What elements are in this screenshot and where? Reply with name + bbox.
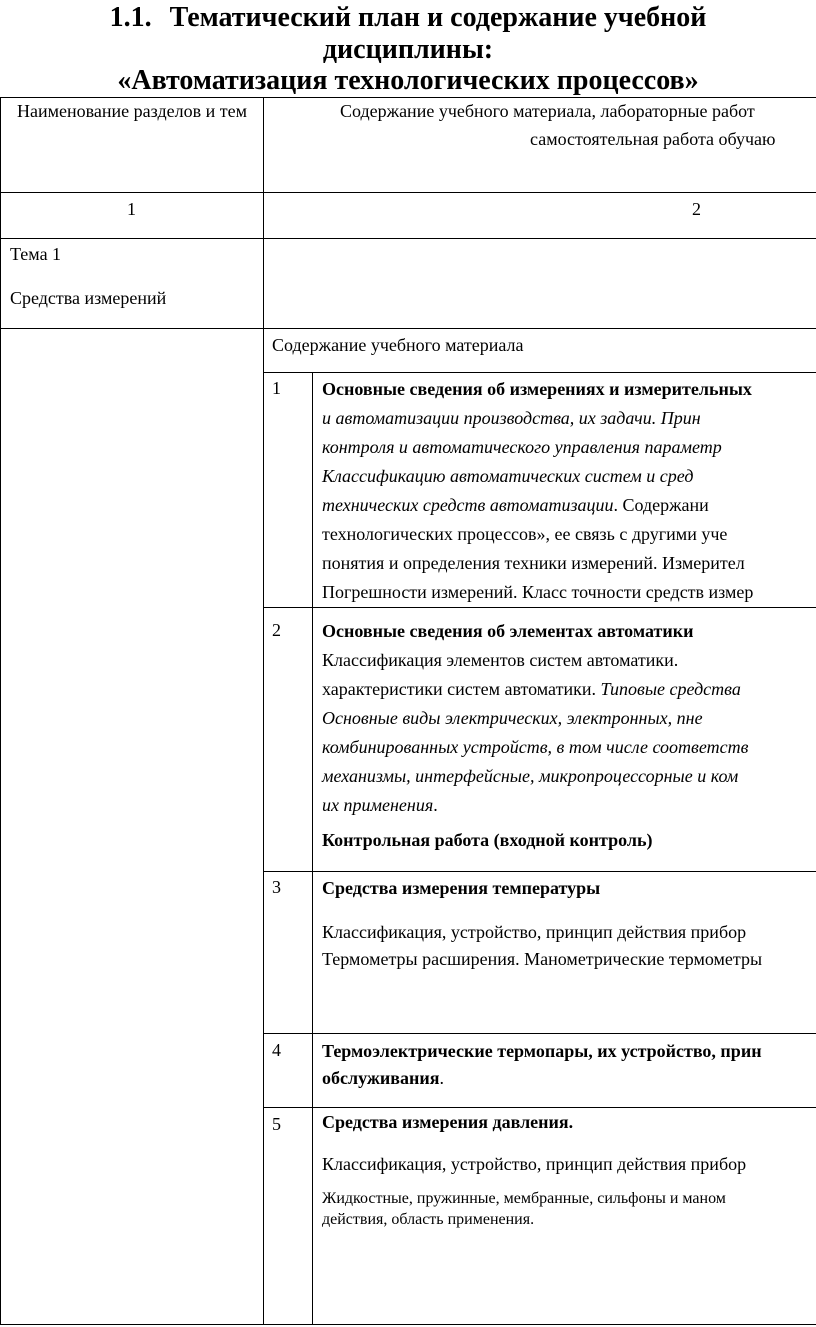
col2-header-line2: самостоятельная работа обучаю (530, 129, 776, 149)
text-run: технологических процессов», ее связь с другими уче (322, 524, 728, 544)
text-run: Классификация элементов систем автоматики. (322, 650, 679, 670)
col1-header: Наименование разделов и тем (17, 101, 247, 121)
row-divider (263, 871, 816, 872)
column-divider (263, 97, 264, 1325)
row-divider (263, 607, 816, 608)
row-number: 5 (272, 1114, 281, 1134)
text-run: характеристики систем автоматики. (322, 679, 601, 699)
text-run: Основные сведения об измерениях и измерительных (322, 379, 752, 399)
col1-number: 1 (127, 199, 136, 219)
text-run: Основные виды электрических, электронных, пне (322, 708, 703, 728)
row-2-line (322, 733, 816, 761)
number-column-divider (312, 372, 313, 1325)
row-3-body-line1: Классификация, устройство, принцип действия прибор (322, 922, 747, 942)
row-4-title-line1: Термоэлектрические термопары, их устройство, прин (322, 1041, 762, 1061)
table-bottom-border (0, 1324, 816, 1325)
row-2-line (322, 704, 816, 732)
text-run: . (433, 795, 438, 815)
table-left-border (0, 97, 1, 1325)
row-divider (263, 1033, 816, 1034)
row-1-line (322, 433, 816, 461)
row-divider (0, 238, 816, 239)
document-title: «Автоматизация технологических процессов» (117, 65, 699, 96)
col2-number: 2 (692, 199, 701, 219)
row-1-line (322, 520, 816, 548)
col2-header-line1: Содержание учебного материала, лабораторные работ (340, 101, 755, 121)
text-run: контроля и автоматического управления параметр (322, 437, 722, 457)
row-2-line (322, 762, 816, 790)
topic-name: Средства измерений (10, 288, 167, 308)
row-1-line (322, 491, 816, 519)
row-2-line (322, 791, 816, 819)
text-run: Классификацию автоматических систем и сред (322, 466, 694, 486)
row-2-line (322, 617, 816, 645)
row-5-body-line2: Жидкостные, пружинные, мембранные, сильфоны и маном (322, 1190, 726, 1207)
row-5-body-line3: действия, область применения. (322, 1211, 535, 1228)
row-number: 3 (272, 877, 281, 897)
text-run: механизмы, интерфейсные, микропроцессорные и ком (322, 766, 739, 786)
text-run: технических средств автоматизации (322, 495, 614, 515)
row-4-title-line2 (322, 1064, 816, 1092)
section-heading-line2: дисциплины: (322, 34, 494, 65)
row-4-title-line2-tail: . (439, 1068, 444, 1088)
row-5-body-line1: Классификация, устройство, принцип действия прибор (322, 1154, 747, 1174)
text-run: понятия и определения техники измерений. Измерител (322, 553, 745, 573)
row-number: 1 (272, 378, 281, 398)
row-1-line (322, 549, 816, 577)
text-run: Основные сведения об элементах автоматики (322, 621, 694, 641)
row-divider (0, 328, 816, 329)
text-run: и автоматизации производства, их задачи. Прин (322, 408, 701, 428)
row-1-line (322, 375, 816, 403)
row-number: 4 (272, 1040, 281, 1060)
row-2-line (322, 646, 816, 674)
row-1-line (322, 462, 816, 490)
table-top-border (0, 97, 816, 98)
text-run: Погрешности измерений. Класс точности средств измер (322, 582, 754, 602)
row-divider (0, 192, 816, 193)
control-work-label: Контрольная работа (входной контроль) (322, 830, 653, 850)
section-number: 1.1. (109, 2, 152, 33)
row-2-line (322, 675, 816, 703)
row-number: 2 (272, 620, 281, 640)
row-4-title-line2-text: обслуживания (322, 1068, 440, 1088)
row-1-line (322, 578, 816, 606)
row-3-title: Средства измерения температуры (322, 878, 601, 898)
section-heading-line1 (0, 2, 816, 34)
row-5-title: Средства измерения давления. (322, 1112, 574, 1132)
row-divider (263, 372, 816, 373)
row-1-line (322, 404, 816, 432)
heading-line1-text: Тематический план и содержание учебной (169, 2, 707, 33)
text-run: . Содержани (613, 495, 709, 515)
text-run: их применения (322, 795, 434, 815)
topic-label: Тема 1 (10, 244, 62, 264)
row-3-body-line2: Термометры расширения. Манометрические термометры (322, 949, 763, 969)
content-label: Содержание учебного материала (272, 335, 524, 355)
text-run: Типовые средства (600, 679, 741, 699)
text-run: комбинированных устройств, в том числе соответств (322, 737, 749, 757)
